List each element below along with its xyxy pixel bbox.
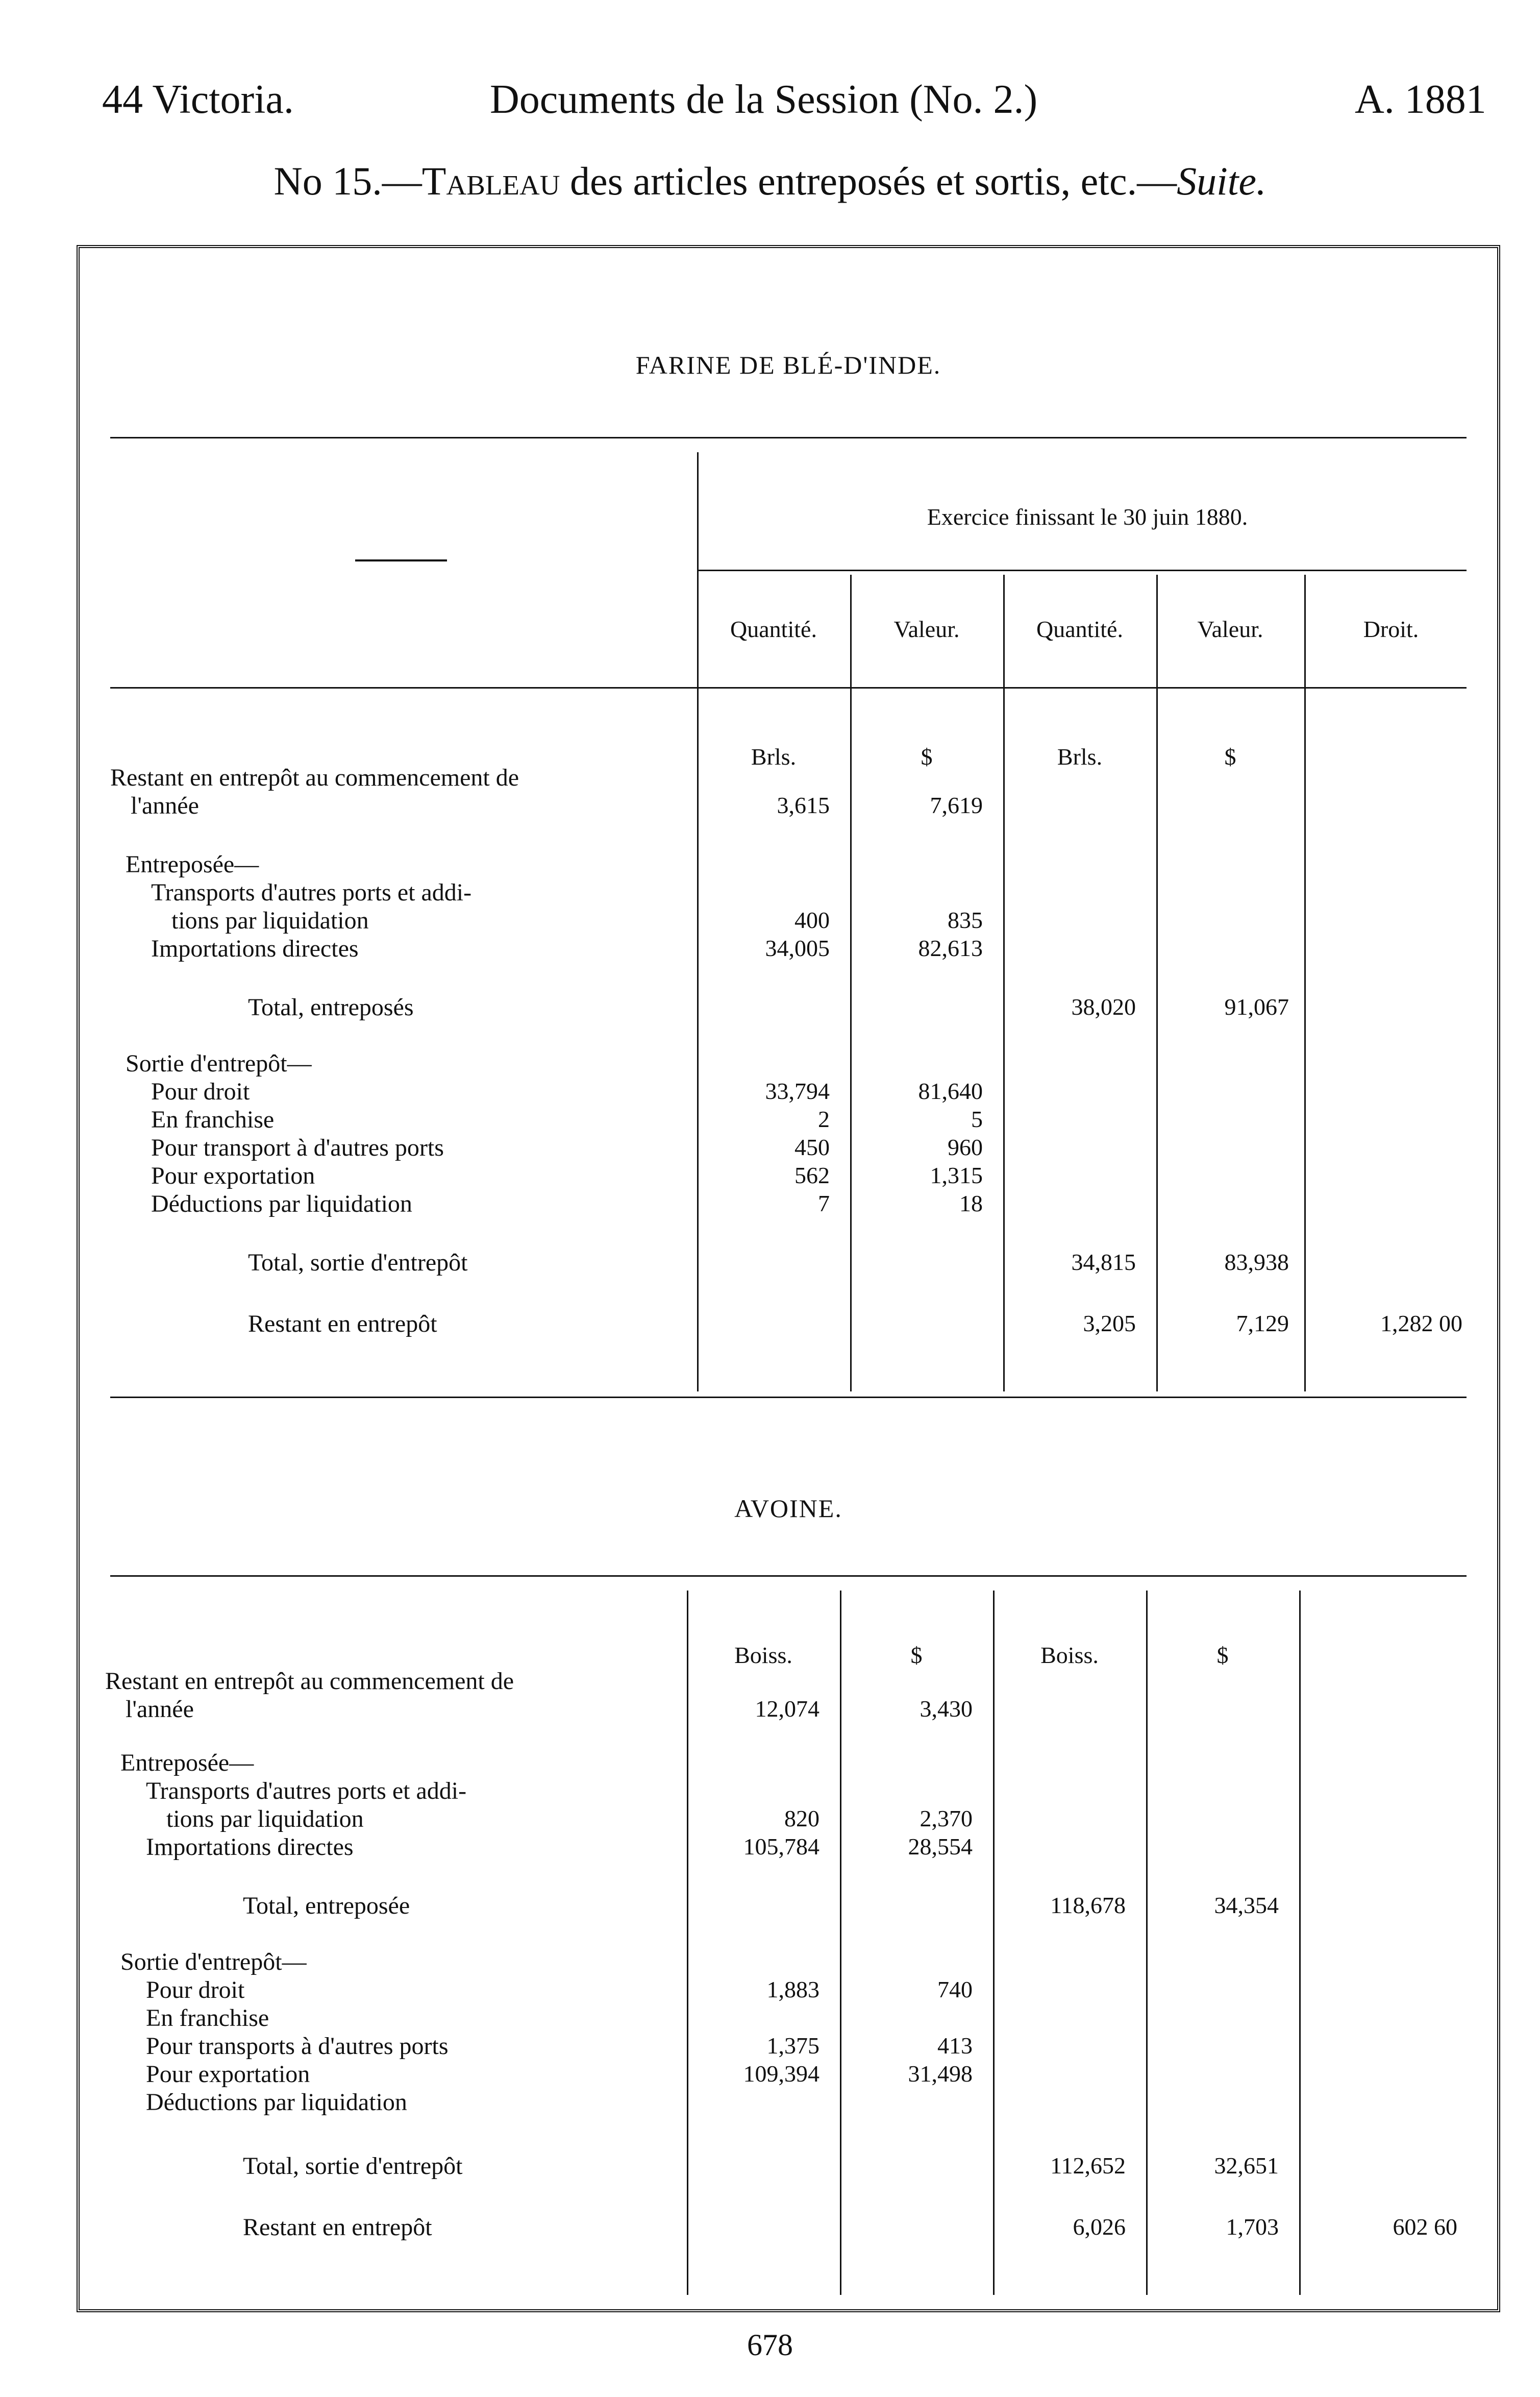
header-right: A. 1881 bbox=[1355, 77, 1486, 122]
cell-value: 83,938 bbox=[1224, 1249, 1289, 1275]
page-header bbox=[0, 77, 1540, 133]
cell-value: 18 bbox=[959, 1190, 983, 1216]
cell-value: 562 bbox=[794, 1162, 830, 1188]
subtitle-rest: des articles entreposés et sortis, etc.— bbox=[560, 159, 1177, 203]
unit: Boiss. bbox=[1040, 1642, 1099, 1668]
cell-value: 32,651 bbox=[1214, 2153, 1279, 2179]
row-label: Total, sortie d'entrepôt bbox=[248, 1249, 468, 1276]
cell-value: 450 bbox=[794, 1134, 830, 1160]
col-header: Droit. bbox=[1363, 616, 1419, 642]
row-label: Déductions par liquidation bbox=[151, 1190, 412, 1217]
unit: $ bbox=[1224, 744, 1236, 770]
rule bbox=[110, 437, 1467, 438]
cell-value: 34,815 bbox=[1071, 1249, 1136, 1275]
cell-value: 3,430 bbox=[920, 1696, 973, 1722]
row-label: Restant en entrepôt au commencement de bbox=[110, 764, 519, 791]
stub-dash bbox=[355, 559, 447, 561]
cell-value: 3,205 bbox=[1083, 1310, 1136, 1336]
cell-value: 34,005 bbox=[765, 935, 830, 961]
rule bbox=[697, 570, 1467, 571]
cell-value: 81,640 bbox=[918, 1078, 983, 1104]
col-line bbox=[850, 575, 852, 1391]
row-label: Transports d'autres ports et addi- bbox=[146, 1777, 467, 1804]
row-label: Entreposée— bbox=[120, 1749, 254, 1776]
subtitle-suite: Suite. bbox=[1177, 159, 1266, 203]
row-label: Pour exportation bbox=[151, 1162, 315, 1189]
row-label: En franchise bbox=[151, 1106, 275, 1133]
cell-value: 109,394 bbox=[743, 2061, 819, 2087]
row-label: Pour exportation bbox=[146, 2061, 310, 2088]
row-label: tions par liquidation bbox=[166, 1805, 364, 1832]
row-label: Déductions par liquidation bbox=[146, 2089, 407, 2116]
rule bbox=[110, 1575, 1467, 1577]
cell-value: 112,652 bbox=[1050, 2153, 1126, 2179]
row-label: Pour transports à d'autres ports bbox=[146, 2033, 449, 2060]
cell-value: 2,370 bbox=[920, 1805, 973, 1831]
row-label: Total, sortie d'entrepôt bbox=[243, 2153, 463, 2180]
row-label: l'année bbox=[126, 1696, 194, 1723]
unit: $ bbox=[1216, 1642, 1229, 1668]
row-label: l'année bbox=[131, 792, 199, 819]
row-label: Sortie d'entrepôt— bbox=[120, 1948, 307, 1975]
cell-value: 38,020 bbox=[1071, 994, 1136, 1020]
row-label: Entreposée— bbox=[126, 851, 259, 878]
col-line bbox=[1146, 1591, 1148, 2295]
row-label: Restant en entrepôt au commencement de bbox=[105, 1668, 514, 1695]
cell-value: 6,026 bbox=[1073, 2214, 1126, 2240]
cell-value: 1,883 bbox=[766, 1976, 819, 2002]
header-left: 44 Victoria. bbox=[102, 77, 294, 122]
col-header: Valeur. bbox=[1197, 616, 1263, 642]
row-label: Restant en entrepôt bbox=[248, 1310, 437, 1337]
row-label: Importations directes bbox=[151, 935, 359, 962]
cell-value: 1,282 00 bbox=[1380, 1310, 1462, 1336]
row-label: Restant en entrepôt bbox=[243, 2214, 432, 2241]
cell-value: 400 bbox=[794, 907, 830, 933]
section2-title: AVOINE. bbox=[734, 1494, 842, 1523]
row-label: Pour transport à d'autres ports bbox=[151, 1134, 444, 1161]
cell-value: 1,375 bbox=[766, 2033, 819, 2059]
row-label: Importations directes bbox=[146, 1833, 354, 1861]
section1-title: FARINE DE BLÉ-D'INDE. bbox=[635, 351, 941, 379]
cell-value: 118,678 bbox=[1050, 1892, 1126, 1918]
cell-value: 91,067 bbox=[1224, 994, 1289, 1020]
row-label: Pour droit bbox=[151, 1078, 250, 1105]
cell-value: 602 60 bbox=[1393, 2214, 1457, 2240]
table-frame bbox=[77, 245, 1500, 2312]
col-line bbox=[1304, 575, 1306, 1391]
cell-value: 1,315 bbox=[930, 1162, 983, 1188]
cell-value: 740 bbox=[937, 1976, 973, 2002]
col-line bbox=[993, 1591, 995, 2295]
cell-value: 82,613 bbox=[918, 935, 983, 961]
exercice-header: Exercice finissant le 30 juin 1880. bbox=[927, 504, 1248, 530]
cell-value: 34,354 bbox=[1214, 1892, 1279, 1918]
cell-value: 105,784 bbox=[743, 1833, 819, 1860]
row-label: Total, entreposés bbox=[248, 994, 414, 1021]
cell-value: 7 bbox=[818, 1190, 830, 1216]
subtitle-table-word: Tableau bbox=[421, 159, 560, 203]
cell-value: 835 bbox=[948, 907, 983, 933]
cell-value: 28,554 bbox=[908, 1833, 973, 1860]
row-label: tions par liquidation bbox=[171, 907, 369, 934]
cell-value: 5 bbox=[971, 1106, 983, 1132]
unit: Brls. bbox=[1057, 744, 1103, 770]
subtitle-prefix: No 15.— bbox=[274, 159, 422, 203]
row-label: Transports d'autres ports et addi- bbox=[151, 879, 472, 906]
row-label: Total, entreposée bbox=[243, 1892, 410, 1919]
header-center: Documents de la Session (No. 2.) bbox=[490, 77, 1038, 122]
unit: $ bbox=[921, 744, 933, 770]
page-number: 678 bbox=[747, 2328, 793, 2362]
cell-value: 33,794 bbox=[765, 1078, 830, 1104]
rule bbox=[110, 1397, 1467, 1398]
row-label: En franchise bbox=[146, 2004, 269, 2032]
cell-value: 2 bbox=[818, 1106, 830, 1132]
cell-value: 960 bbox=[948, 1134, 983, 1160]
col-header: Quantité. bbox=[1036, 616, 1123, 642]
unit: $ bbox=[910, 1642, 923, 1668]
cell-value: 1,703 bbox=[1226, 2214, 1279, 2240]
cell-value: 7,129 bbox=[1236, 1310, 1289, 1336]
cell-value: 3,615 bbox=[777, 792, 830, 818]
col-header: Quantité. bbox=[730, 616, 817, 642]
cell-value: 820 bbox=[784, 1805, 819, 1831]
cell-value: 12,074 bbox=[755, 1696, 819, 1722]
row-label: Pour droit bbox=[146, 1976, 245, 2003]
unit: Brls. bbox=[751, 744, 797, 770]
unit: Boiss. bbox=[734, 1642, 792, 1668]
cell-value: 31,498 bbox=[908, 2061, 973, 2087]
col-header: Valeur. bbox=[893, 616, 960, 642]
table-subtitle bbox=[0, 158, 1540, 204]
row-label: Sortie d'entrepôt— bbox=[126, 1050, 312, 1077]
rule bbox=[110, 687, 1467, 689]
cell-value: 7,619 bbox=[930, 792, 983, 818]
col-line bbox=[1299, 1591, 1301, 2295]
cell-value: 413 bbox=[937, 2033, 973, 2059]
